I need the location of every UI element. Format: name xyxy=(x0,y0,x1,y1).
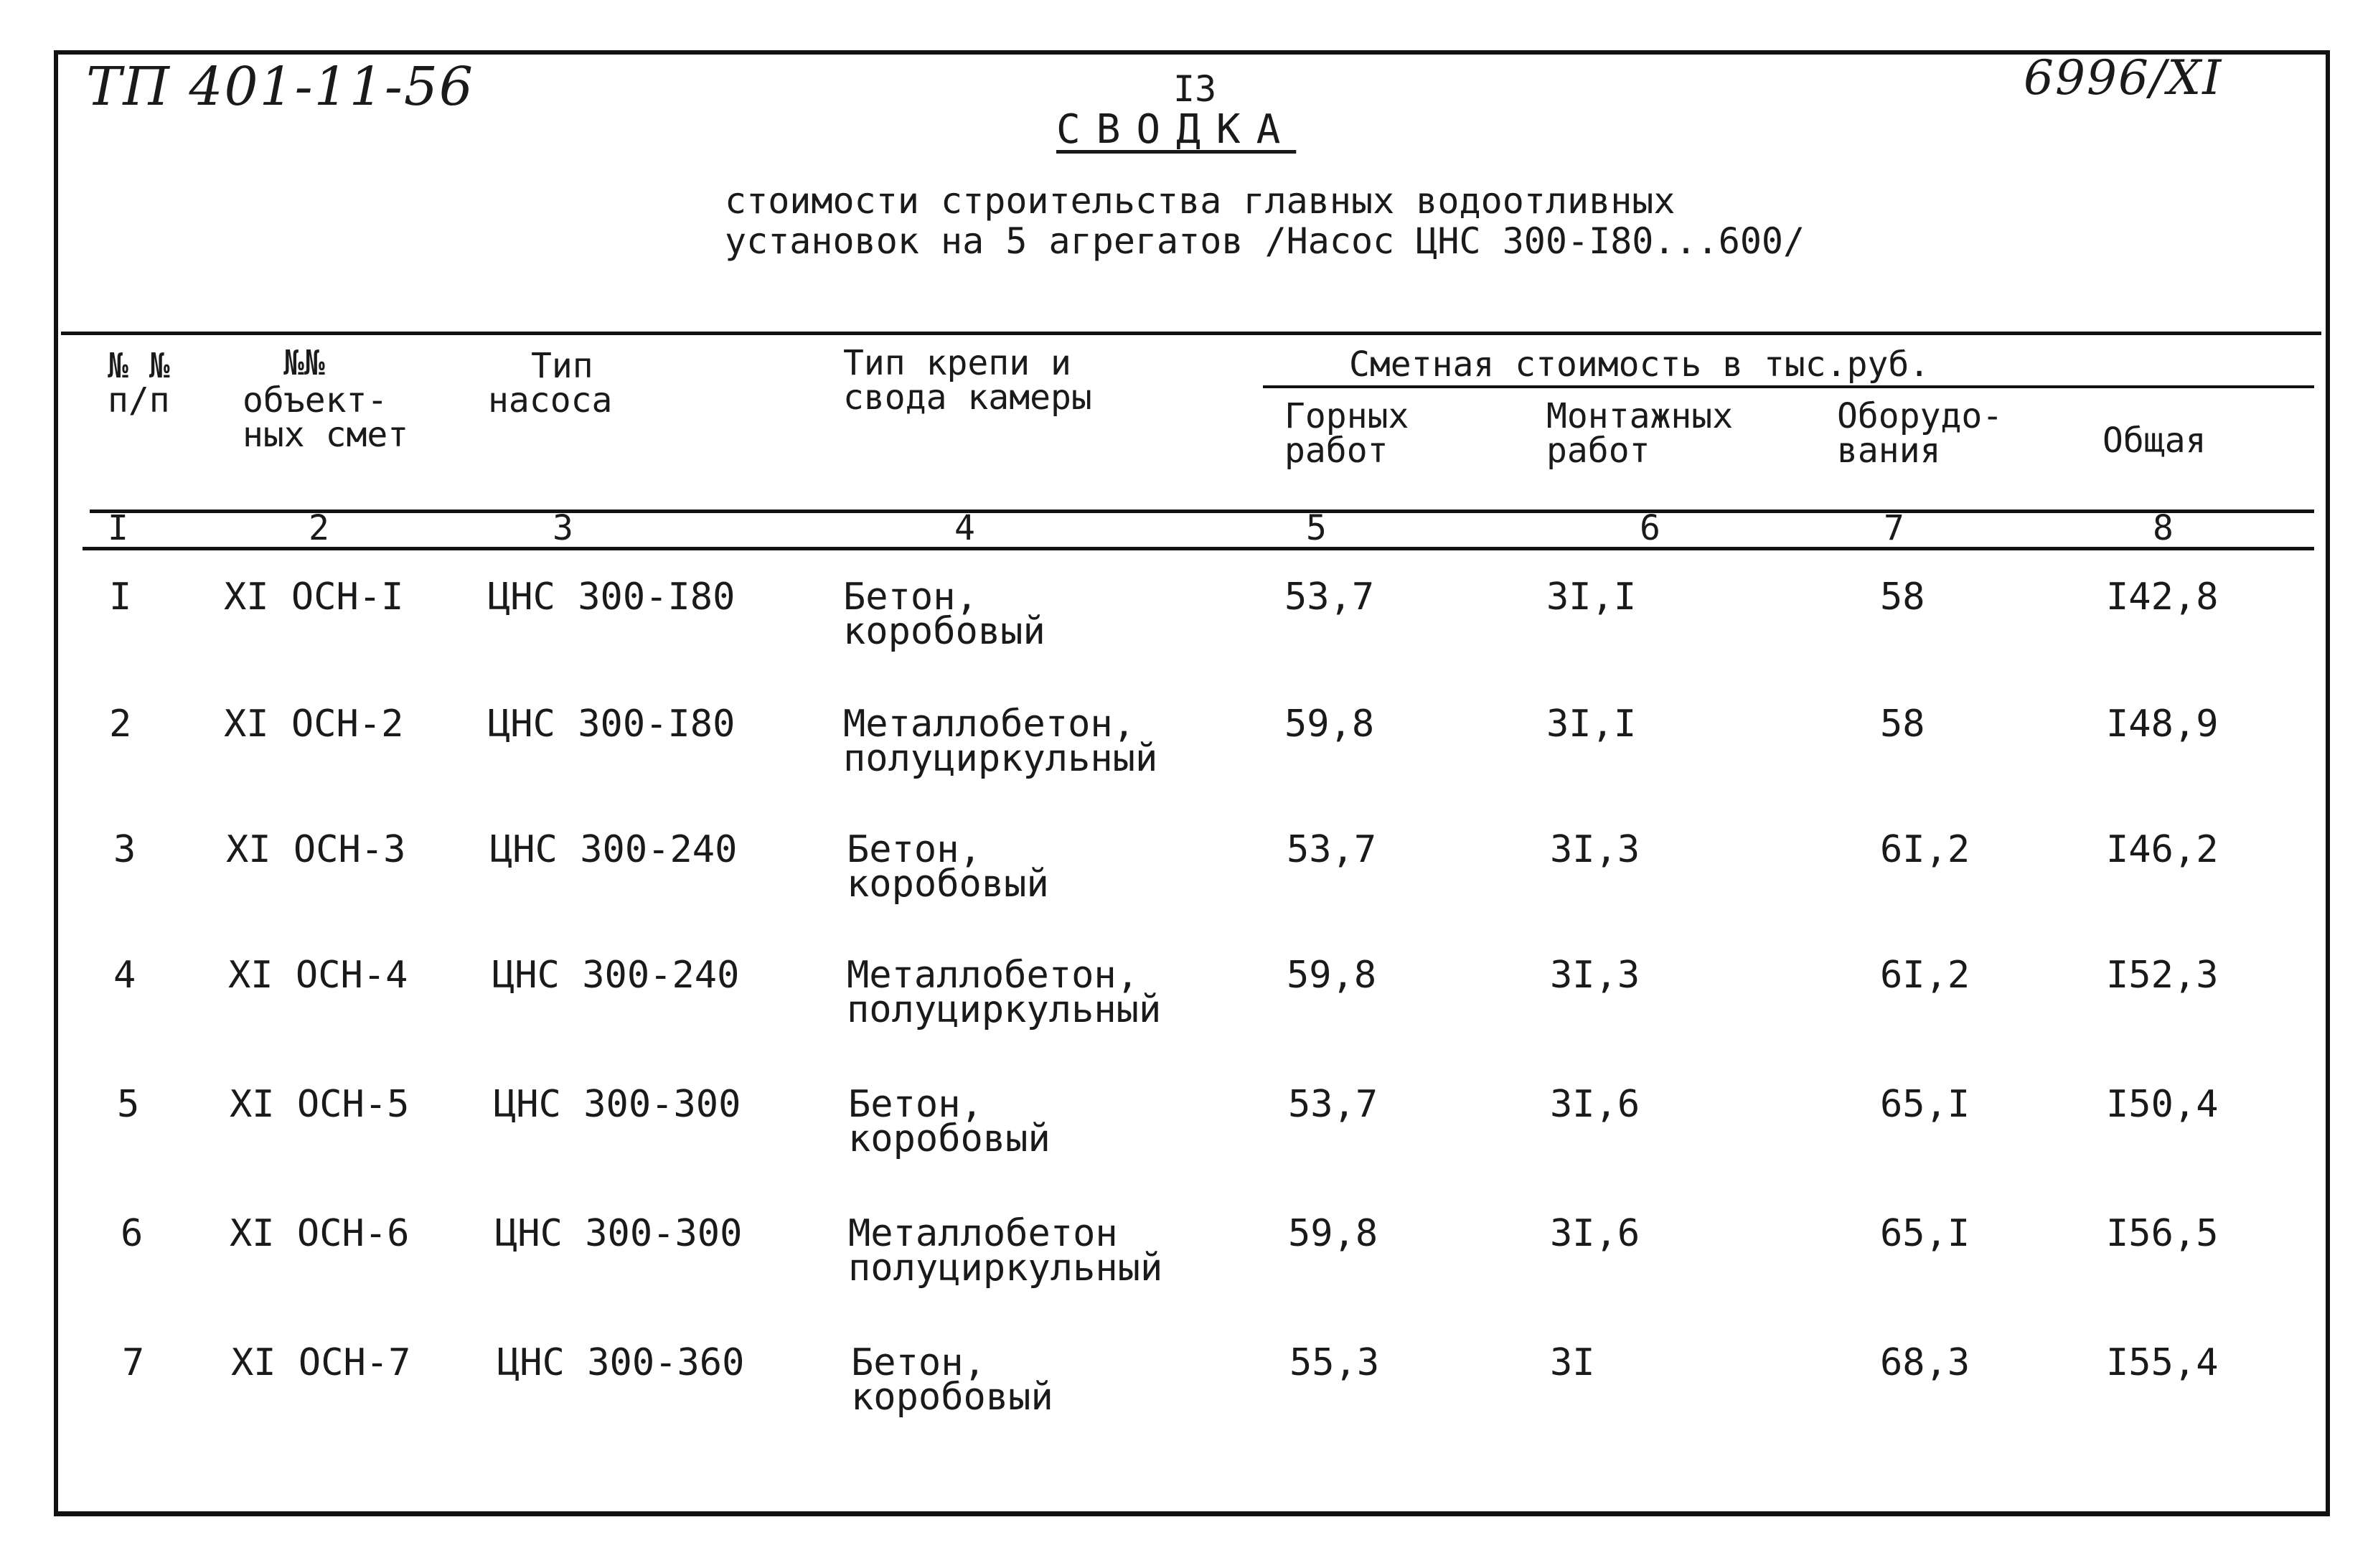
table-row-mining: 53,7 xyxy=(1288,1083,1378,1126)
table-row-pump: ЦНС 300-360 xyxy=(497,1341,745,1384)
table-row-assembly: 3I,3 xyxy=(1550,828,1640,871)
table-row-mining: 53,7 xyxy=(1287,828,1377,871)
table-row-estimate: XI ОСН-7 xyxy=(231,1341,411,1384)
table-row-equipment: 6I,2 xyxy=(1880,954,1970,997)
table-row-total: I50,4 xyxy=(2106,1083,2219,1126)
table-row-equipment: 58 xyxy=(1880,703,1925,746)
table-row-assembly: 3I,I xyxy=(1546,576,1637,619)
table-row-equipment: 65,I xyxy=(1880,1212,1970,1255)
table-row-total: I52,3 xyxy=(2106,954,2219,997)
table-row-equipment: 65,I xyxy=(1880,1083,1970,1126)
table-row-equipment: 58 xyxy=(1880,576,1925,619)
table-row-support: Металлобетон, xyxy=(847,954,1139,997)
table-row-pump: ЦНС 300-300 xyxy=(494,1083,741,1126)
header-bottom-rule xyxy=(90,510,2314,513)
table-row-total: I56,5 xyxy=(2106,1212,2219,1255)
subtitle-line-2: установок на 5 агрегатов /Насос ЦНС 300-I80...600/ xyxy=(725,220,1805,262)
table-row-support: Бетон, xyxy=(843,576,978,619)
header-estimate-line-2: объект- xyxy=(243,380,388,421)
table-row-vault: коробовый xyxy=(843,610,1045,653)
header-mining-works-line-2: работ xyxy=(1284,431,1388,471)
table-row-vault: коробовый xyxy=(851,1376,1053,1419)
table-row-support: Бетон, xyxy=(851,1341,986,1384)
column-number-5: 5 xyxy=(1306,508,1327,548)
table-row-estimate: XI ОСН-I xyxy=(224,576,404,619)
table-row-estimate: XI ОСН-6 xyxy=(230,1212,410,1255)
header-estimate-line-3: ных смет xyxy=(243,415,409,455)
table-row-assembly: 3I,3 xyxy=(1550,954,1640,997)
table-row-equipment: 6I,2 xyxy=(1880,828,1970,871)
header-equipment-line-2: вания xyxy=(1837,431,1941,471)
table-row-vault: полуциркульный xyxy=(847,988,1162,1031)
table-row-assembly: 3I,I xyxy=(1546,703,1637,746)
table-row-number: 4 xyxy=(113,954,136,997)
table-row-pump: ЦНС 300-240 xyxy=(492,954,740,997)
header-row-number-sub: п/п xyxy=(108,380,170,421)
column-number-7: 7 xyxy=(1884,508,1904,548)
table-row-vault: полуциркульный xyxy=(843,737,1158,780)
column-number-4: 4 xyxy=(954,508,975,548)
table-row-vault: коробовый xyxy=(848,1117,1051,1160)
table-row-assembly: 3I,6 xyxy=(1550,1212,1640,1255)
table-row-mining: 59,8 xyxy=(1287,954,1377,997)
header-assembly-works: Монтажных xyxy=(1546,396,1734,436)
table-row-pump: ЦНС 300-I80 xyxy=(488,703,736,746)
document-code: ТП 401-11-56 xyxy=(86,56,474,118)
header-support-type-line-2: свода камеры xyxy=(843,377,1092,418)
table-row-mining: 59,8 xyxy=(1284,703,1375,746)
table-row-estimate: XI ОСН-2 xyxy=(224,703,404,746)
table-row-vault: полуциркульный xyxy=(848,1247,1163,1290)
table-row-mining: 53,7 xyxy=(1284,576,1375,619)
page-title: СВОДКА xyxy=(1056,106,1297,153)
table-row-support: Металлобетон, xyxy=(843,703,1135,746)
header-row-number: № № xyxy=(108,346,170,386)
table-row-number: 2 xyxy=(109,703,132,746)
table-row-number: 5 xyxy=(117,1083,140,1126)
table-row-assembly: 3I,6 xyxy=(1550,1083,1640,1126)
table-row-mining: 55,3 xyxy=(1289,1341,1380,1384)
table-row-total: I42,8 xyxy=(2106,576,2219,619)
header-assembly-works-line-2: работ xyxy=(1546,431,1650,471)
table-row-total: I46,2 xyxy=(2106,828,2219,871)
table-top-rule xyxy=(61,332,2321,335)
subtitle-line-1: стоимости строительства главных водоотливных xyxy=(725,180,1676,222)
table-row-pump: ЦНС 300-300 xyxy=(495,1212,743,1255)
table-row-assembly: 3I xyxy=(1550,1341,1595,1384)
table-row-number: I xyxy=(109,576,132,619)
table-row-estimate: XI ОСН-5 xyxy=(230,1083,410,1126)
column-number-6: 6 xyxy=(1640,508,1660,548)
inventory-code: 6996/XI xyxy=(2024,50,2223,105)
table-row-estimate: XI ОСН-4 xyxy=(228,954,408,997)
table-row-number: 3 xyxy=(113,828,136,871)
header-mining-works: Горных xyxy=(1284,396,1409,436)
column-number-2: 2 xyxy=(309,508,329,548)
table-row-support: Металлобетон xyxy=(848,1212,1118,1255)
table-row-mining: 59,8 xyxy=(1288,1212,1378,1255)
header-support-type: Тип крепи и xyxy=(843,343,1071,383)
table-row-total: I55,4 xyxy=(2106,1341,2219,1384)
column-number-1: I xyxy=(108,508,128,548)
header-equipment: Оборудо- xyxy=(1837,396,2003,436)
table-row-pump: ЦНС 300-240 xyxy=(490,828,738,871)
table-row-equipment: 68,3 xyxy=(1880,1341,1970,1384)
table-row-support: Бетон, xyxy=(847,828,982,871)
table-row-number: 6 xyxy=(121,1212,144,1255)
table-row-estimate: XI ОСН-3 xyxy=(226,828,406,871)
document-frame xyxy=(54,50,2330,1516)
header-cost-group: Сметная стоимость в тыс.руб. xyxy=(1349,344,1930,385)
column-number-8: 8 xyxy=(2153,508,2174,548)
header-total: Общая xyxy=(2102,421,2207,461)
header-pump-type-line-2: насоса xyxy=(488,380,613,421)
table-row-vault: коробовый xyxy=(847,863,1049,906)
page-number: I3 xyxy=(1173,68,1217,110)
table-row-total: I48,9 xyxy=(2106,703,2219,746)
column-number-rule xyxy=(83,547,2314,550)
table-row-number: 7 xyxy=(122,1341,145,1384)
header-pump-type: Тип xyxy=(531,346,593,386)
cost-group-rule xyxy=(1263,385,2314,388)
table-row-support: Бетон, xyxy=(848,1083,983,1126)
header-estimate: №№ xyxy=(283,343,325,383)
table-row-pump: ЦНС 300-I80 xyxy=(488,576,736,619)
column-number-3: 3 xyxy=(553,508,573,548)
